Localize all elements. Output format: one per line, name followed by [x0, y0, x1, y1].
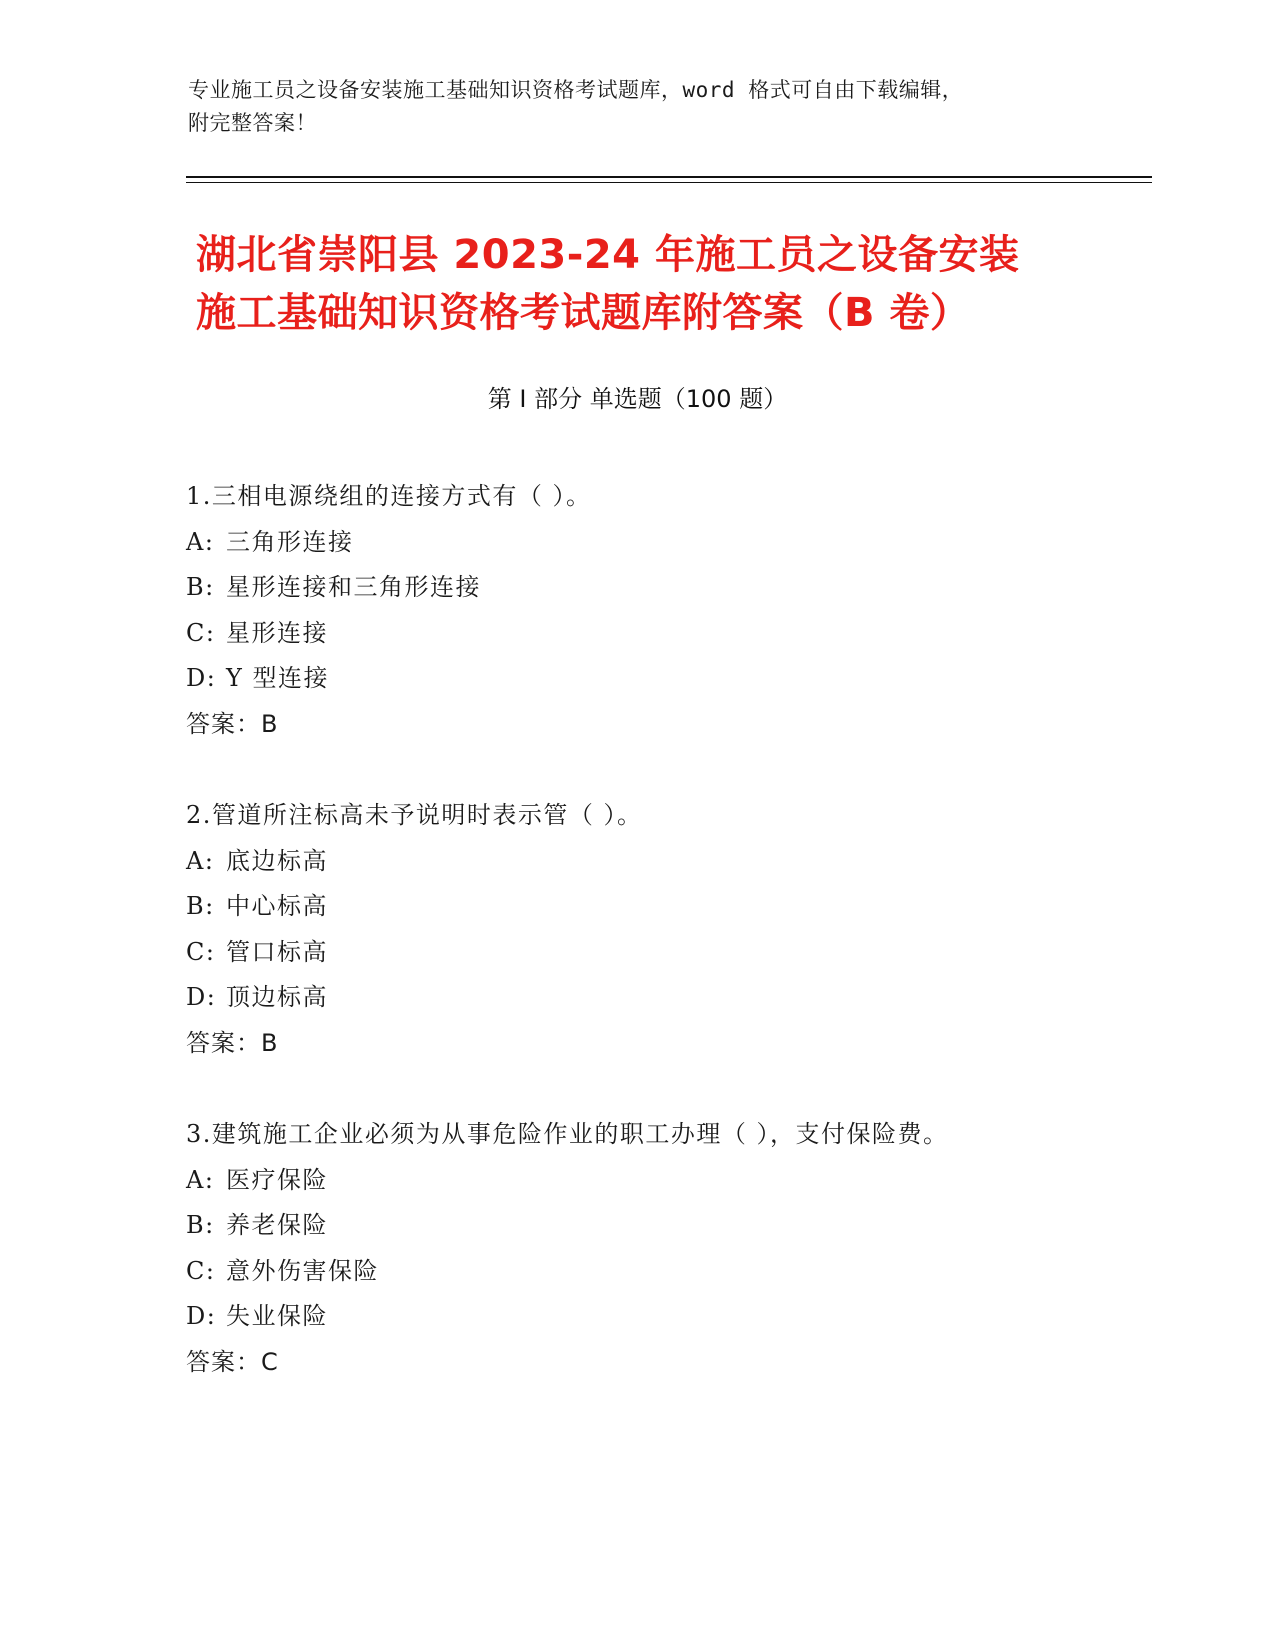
- question-stem: 3.建筑施工企业必须为从事危险作业的职工办理（ ），支付保险费。: [186, 1120, 949, 1148]
- option-letter: D:: [186, 1302, 217, 1330]
- option-text: Y 型连接: [226, 664, 329, 692]
- section-heading: 第 I 部分 单选题（100 题）: [487, 385, 788, 413]
- option-row: [186, 1158, 1146, 1204]
- question-block: [186, 474, 1146, 747]
- option-text: 中心标高: [226, 892, 328, 920]
- option-row: [186, 839, 1146, 885]
- option-row: [186, 520, 1146, 566]
- answer-line: 答案：B: [186, 1028, 279, 1057]
- header-note-line2: 附完整答案！: [188, 111, 317, 135]
- header-note-line1: 专业施工员之设备安装施工基础知识资格考试题库，word 格式可自由下载编辑，: [188, 78, 964, 102]
- option-letter: A:: [186, 527, 215, 556]
- option-letter: B:: [186, 573, 215, 601]
- question-stem: 2.管道所注标高未予说明时表示管（ ）。: [186, 801, 643, 829]
- option-text: 星形连接和三角形连接: [226, 573, 481, 601]
- answer-line: 答案：B: [186, 709, 279, 738]
- document-title: [196, 226, 1096, 342]
- header-rule-thin: [186, 182, 1152, 183]
- header-rule-thick: [186, 176, 1152, 178]
- option-row: [186, 565, 1146, 611]
- option-letter: A:: [186, 846, 215, 875]
- option-letter: B:: [186, 892, 215, 920]
- option-text: 底边标高: [226, 846, 328, 875]
- option-text: 三角形连接: [226, 527, 354, 556]
- answer-line: 答案：C: [186, 1347, 279, 1376]
- document-title-line2: 施工基础知识资格考试题库附答案（B 卷）: [196, 290, 971, 336]
- option-text: 星形连接: [226, 618, 328, 647]
- option-row: [186, 975, 1146, 1021]
- option-letter: D:: [186, 664, 217, 692]
- option-letter: C:: [186, 618, 216, 647]
- option-text: 顶边标高: [226, 983, 328, 1011]
- option-row: [186, 884, 1146, 930]
- option-letter: D:: [186, 983, 217, 1011]
- option-letter: A:: [186, 1165, 215, 1194]
- option-text: 意外伤害保险: [226, 1256, 379, 1285]
- option-row: [186, 930, 1146, 976]
- option-row: [186, 1203, 1146, 1249]
- option-letter: C:: [186, 937, 216, 966]
- option-row: [186, 1249, 1146, 1295]
- option-letter: C:: [186, 1256, 216, 1285]
- option-row: [186, 656, 1146, 702]
- option-text: 失业保险: [226, 1302, 328, 1330]
- question-block: [186, 1112, 1146, 1385]
- option-text: 养老保险: [226, 1211, 328, 1239]
- option-text: 管口标高: [226, 937, 328, 966]
- option-row: [186, 611, 1146, 657]
- header-note: [188, 74, 1088, 140]
- option-text: 医疗保险: [226, 1165, 328, 1194]
- question-block: [186, 793, 1146, 1066]
- option-letter: B:: [186, 1211, 215, 1239]
- option-row: [186, 1294, 1146, 1340]
- document-title-line1: 湖北省崇阳县 2023-24 年施工员之设备安装: [196, 232, 1020, 278]
- question-stem: 1.三相电源绕组的连接方式有（ ）。: [186, 482, 592, 510]
